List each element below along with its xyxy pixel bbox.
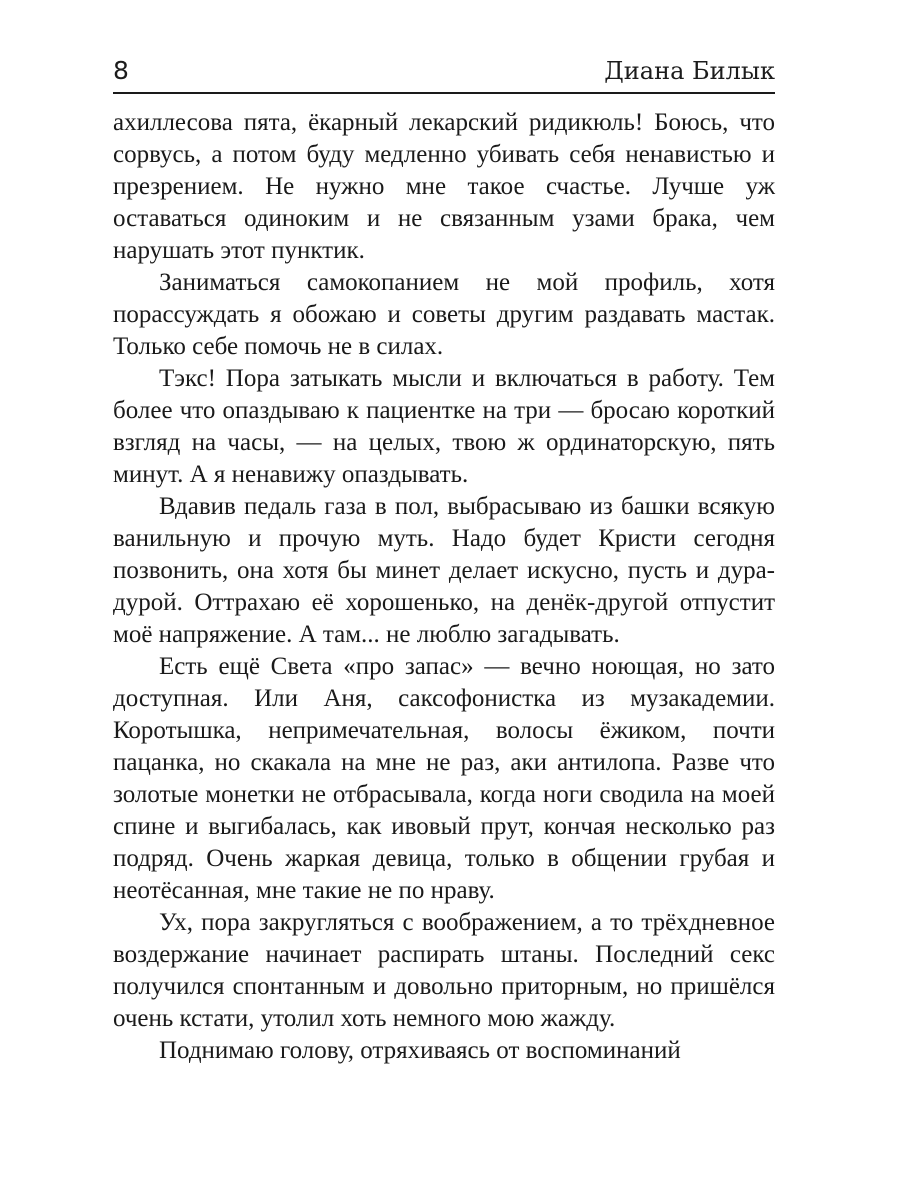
page-number: 8	[113, 56, 130, 85]
author-name: Диана Билык	[604, 57, 775, 85]
body-paragraph: Вдавив педаль газа в пол, выбрасываю из башки всякую ванильную и прочую муть. Надо будет Кристи сегодня позвонить, она хотя бы минет делает искусно, пусть и дура-дурой. Оттрахаю её хорошенько, на денёк-другой отпустит моё напряжение. А там... не люблю загадывать.	[113, 493, 775, 648]
body-paragraph: Есть ещё Света «про запас» — вечно ноющая, но зато доступная. Или Аня, саксофонистка из музакадемии. Коротышка, непримечательная, волосы ёжиком, почти пацанка, но скакала на мне не раз, аки антилопа. Разве что золотые монетки не отбрасывала, когда ноги сводила на моей спине и выгибалась, как ивовый прут, кончая несколько раз подряд. Очень жаркая девица, только в общении грубая и неотёсанная, мне такие не по нраву.	[113, 653, 775, 904]
body-paragraph: ахиллесова пята, ёкарный лекарский ридикюль! Боюсь, что сорвусь, а потом буду медленно убивать себя ненавистью и презрением. Не нужно мне такое счастье. Лучше уж оставаться одиноким и не связанным узами брака, чем нарушать этот пунктик.	[113, 109, 775, 264]
body-paragraph: Поднимаю голову, отряхиваясь от воспоминаний	[159, 1037, 681, 1064]
body-paragraph: Тэкс! Пора затыкать мысли и включаться в работу. Тем более что опаздываю к пациентке на три — бросаю короткий взгляд на часы, — на целых, твою ж ординаторскую, пять минут. А я ненавижу опаздывать.	[113, 365, 775, 488]
body-paragraph: Ух, пора закругляться с воображением, а то трёхдневное воздержание начинает распирать штаны. Последний секс получился спонтанным и довольно приторным, но пришёлся очень кстати, утолил хоть немного мою жажду.	[113, 909, 775, 1032]
page-body	[113, 107, 775, 1067]
header-rule	[113, 92, 775, 94]
body-paragraph: Заниматься самокопанием не мой профиль, хотя порассуждать я обожаю и советы другим раздавать мастак. Только себе помочь не в силах.	[113, 269, 775, 360]
page-header	[113, 56, 775, 85]
